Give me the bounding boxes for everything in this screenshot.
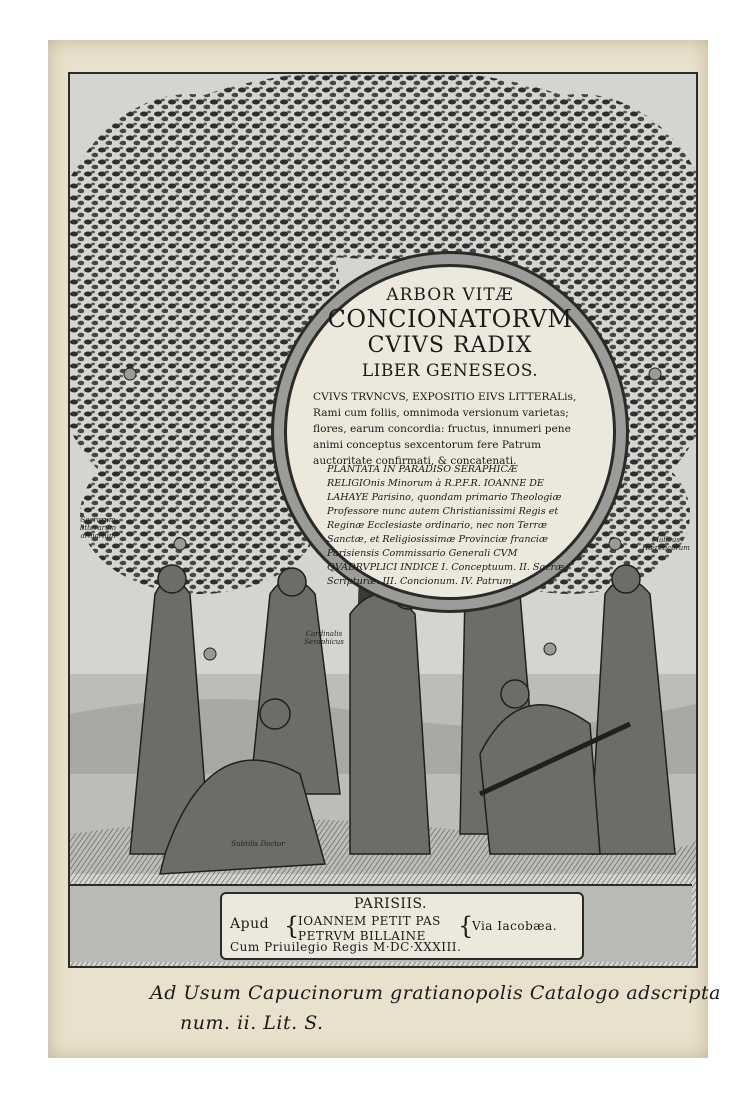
imprint-printer-2: PETRVM BILLAINE bbox=[298, 929, 426, 943]
figure-label-left: Sacrarum litterarum armarium bbox=[79, 516, 117, 540]
imprint-box bbox=[220, 892, 584, 960]
imprint-band bbox=[70, 884, 692, 962]
title-line-1: ARBOR VITÆ bbox=[386, 285, 514, 305]
title-line-4: LIBER GENESEOS. bbox=[361, 361, 539, 381]
title-line-3: CVIVS RADIX bbox=[367, 333, 533, 358]
imprint-apud: Apud bbox=[230, 916, 270, 932]
figure-label-center: Cardinalis Seraphicus bbox=[304, 630, 344, 646]
imprint-city: PARISIIS. bbox=[354, 896, 428, 912]
description-paragraph: CVIVS TRVNCVS, EXPOSITIO EIVS LITTERALis, Rami cum foliis, omnimoda versionum varietas; flores, earum concordia: fructus, innumeri pene animi conceptus sexcentorum fere Patrum auctoritate confirmati, & concatenati. bbox=[313, 391, 577, 467]
title-line-2: CONCIONATORVM bbox=[327, 305, 573, 333]
handwritten-note-line-2: num. ii. Lit. S. bbox=[180, 1012, 324, 1034]
title-cartouche bbox=[284, 264, 616, 600]
imprint-printer-1: IOANNEM PETIT PAS bbox=[298, 914, 441, 928]
brace-left: { bbox=[284, 912, 300, 940]
imprint-privilege: Cum Priuilegio Regis M·DC·XXXIII. bbox=[230, 940, 462, 954]
friar-figure-digging bbox=[480, 705, 600, 854]
handwritten-note-line-1: Ad Usum Capucinorum gratianopolis Catalogo adscripta bbox=[150, 982, 721, 1004]
engraved-plate bbox=[68, 72, 698, 968]
figure-label-right: Malleus Hæreticorum bbox=[642, 536, 690, 552]
figure-label-bottom: Subtilis Doctor bbox=[231, 840, 285, 848]
tree-foliage-top bbox=[123, 74, 643, 259]
brace-right: { bbox=[458, 912, 474, 940]
author-paragraph: PLANTATA IN PARADISO SERAPHICÆ RELIGIOnis Minorum à R.P.F.R. IOANNE DE LAHAYE Parisino, quondam primario Theologiæ Professore nunc autem Christianissimi Regis et Reginæ Ecclesiaste ordinario, nec non Terræ Sanctæ, et Religiosissimæ Provinciæ franciæ Parisiensis Commissario Generali CVM QVADRVPLICI INDICE I. Conceptuum. II. Sacræ Scripturæ. III. Concionum. IV. Patrum. bbox=[327, 464, 565, 587]
imprint-via: Via Iacobæa. bbox=[472, 919, 558, 933]
